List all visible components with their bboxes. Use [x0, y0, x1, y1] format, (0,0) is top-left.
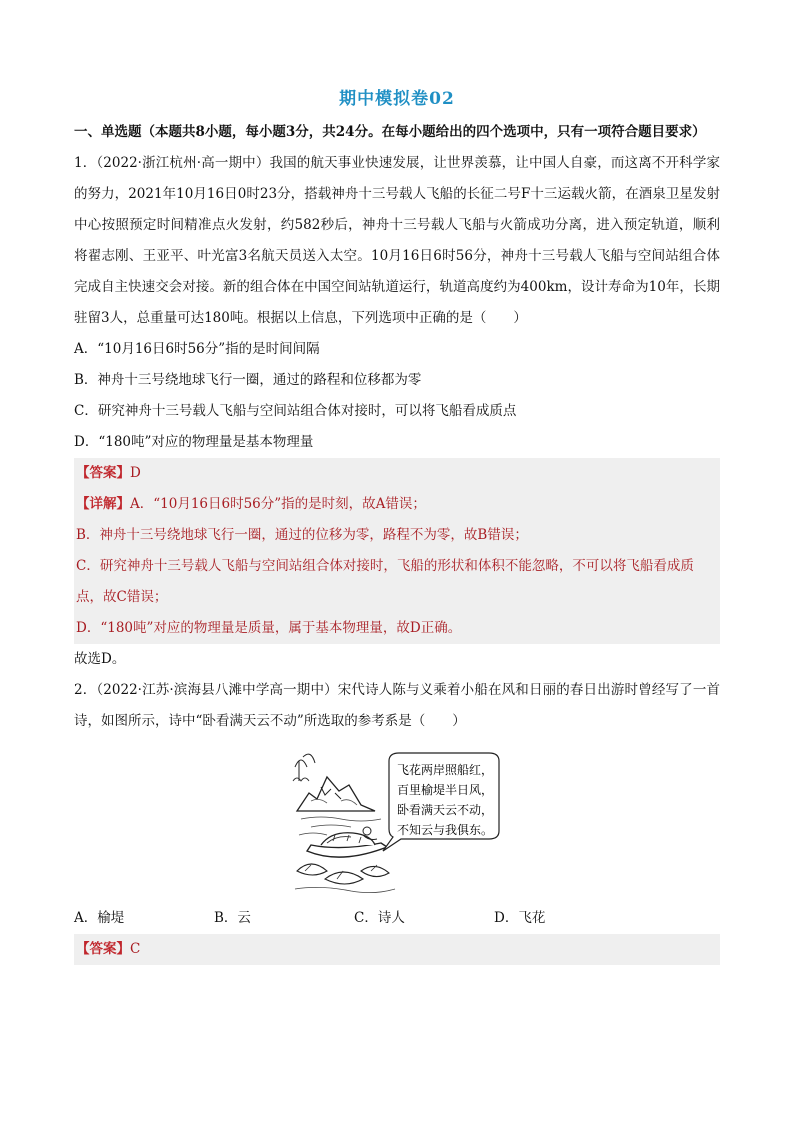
poem-line-1: 飞花两岸照船红，	[397, 763, 494, 777]
question-2-option-d: D．飞花	[494, 910, 546, 926]
page-title: 期中模拟卷02	[339, 89, 455, 109]
question-2-stem: 2．（2022·江苏·滨海县八滩中学高一期中）宋代诗人陈与义乘着小船在风和日丽的春日出游时曾经写了一首诗，如图所示，诗中“卧看满天云不动”所选取的参考系是（ ）	[74, 682, 720, 729]
question-1-answer	[74, 458, 720, 489]
question-1-detail-a: 【详解】A．“10月16日6时56分”指的是时刻，故A错误；	[76, 496, 426, 512]
question-2-option-a: A．榆堤	[74, 910, 125, 926]
section-heading: 一、单选题（本题共8小题，每小题3分，共24分。在每小题给出的四个选项中，只有一项符合题目要求）	[74, 124, 706, 140]
poem-illustration	[74, 747, 720, 897]
poem-line-4: 不知云与我俱东。	[397, 823, 494, 837]
question-2-option-c: C．诗人	[354, 910, 405, 926]
answer-value: D	[130, 465, 141, 481]
question-1-conclusion: 故选D。	[74, 651, 126, 667]
question-1-option-a: A．“10月16日6时56分”指的是时间间隔	[74, 341, 320, 357]
question-1-stem: 1．（2022·浙江杭州·高一期中）我国的航天事业快速发展，让世界羡慕，让中国人自豪，而这离不开科学家的努力，2021年10月16日0时23分，搭载神舟十三号载人飞船的长征二号F十三运载火箭，在酒泉卫星发射中心按照预定时间精准点火发射，约582秒后，神舟十三号载人飞船与火箭成功分离，进入预定轨道，顺利将翟志刚、王亚平、叶光富3名航天员送入太空。10月16日6时56分，神舟十三号载人飞船与空间站组合体完成自主快速交会对接。新的组合体在中国空间站轨道运行，轨道高度约为400km，设计寿命为10年，长期驻留3人，总重量可达180吨。根据以上信息，下列选项中正确的是（ ）	[74, 155, 720, 326]
poem-line-2: 百里榆堤半日风，	[397, 783, 494, 797]
boat-poet-illustration	[291, 747, 503, 897]
answer-tag: 【答案】	[76, 941, 130, 957]
question-1-detail-d: D．“180吨”对应的物理量是质量，属于基本物理量，故D正确。	[76, 620, 462, 636]
poem-line-3: 卧看满天云不动，	[397, 803, 494, 817]
question-1-option-c: C．研究神舟十三号载人飞船与空间站组合体对接时，可以将飞船看成质点	[74, 403, 517, 419]
question-2-option-b: B．云	[214, 910, 251, 926]
question-1-option-d: D．“180吨”对应的物理量是基本物理量	[74, 434, 314, 450]
answer-tag: 【答案】	[76, 465, 130, 481]
question-2-answer-block	[74, 934, 720, 965]
question-1-detail-c: C．研究神舟十三号载人飞船与空间站组合体对接时，飞船的形状和体积不能忽略，不可以将飞船看成质点，故C错误；	[76, 558, 694, 605]
question-1-option-b: B．神舟十三号绕地球飞行一圈，通过的路程和位移都为零	[74, 372, 422, 388]
question-1-answer-block	[74, 458, 720, 644]
exam-page	[74, 84, 720, 965]
question-1-detail-b: B．神舟十三号绕地球飞行一圈，通过的位移为零，路程不为零，故B错误；	[76, 527, 528, 543]
detail-tag: 【详解】	[76, 496, 130, 512]
question-2-answer	[74, 934, 720, 965]
question-2-options	[74, 903, 720, 934]
answer-value: C	[130, 941, 141, 957]
